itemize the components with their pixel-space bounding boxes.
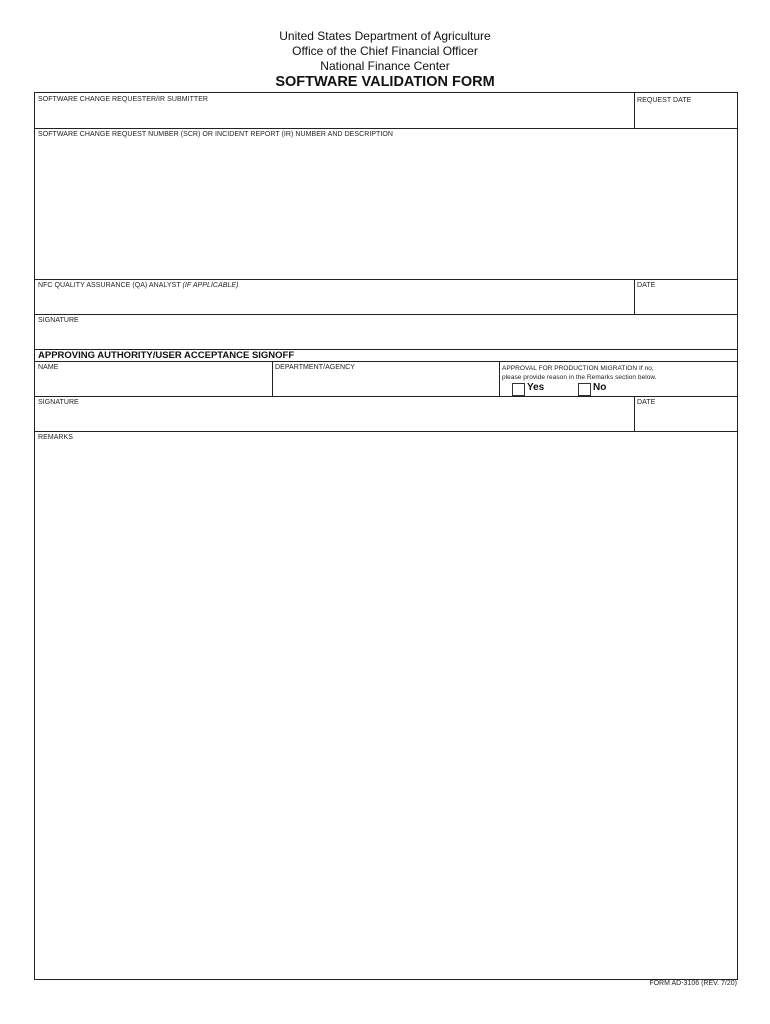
divider xyxy=(35,128,737,129)
form-number: FORM AD-3106 (REV. 7/20) xyxy=(649,980,737,987)
approval-section-title: APPROVING AUTHORITY/USER ACCEPTANCE SIGNOFF xyxy=(38,350,295,361)
migration-approval-line1: APPROVAL FOR PRODUCTION MIGRATION If no, xyxy=(502,365,654,372)
qa-signature-label: SIGNATURE xyxy=(38,317,79,324)
no-checkbox[interactable] xyxy=(578,383,591,396)
approver-name-label: NAME xyxy=(38,364,59,371)
divider xyxy=(634,396,635,431)
remarks-label: REMARKS xyxy=(38,434,73,441)
divider xyxy=(35,279,737,280)
divider xyxy=(634,93,635,128)
requester-label: SOFTWARE CHANGE REQUESTER/IR SUBMITTER xyxy=(38,96,209,103)
qa-analyst-note: (IF APPLICABLE) xyxy=(182,282,239,289)
yes-label: Yes xyxy=(527,382,545,393)
divider xyxy=(35,361,737,362)
yes-checkbox[interactable] xyxy=(512,383,525,396)
divider xyxy=(499,361,500,396)
no-label: No xyxy=(593,382,607,393)
approver-date-label: DATE xyxy=(637,399,656,406)
divider xyxy=(35,431,737,432)
scr-description-label: SOFTWARE CHANGE REQUEST NUMBER (SCR) OR INCIDENT REPORT (IR) NUMBER AND DESCRIPTION xyxy=(38,131,393,138)
qa-analyst-label xyxy=(38,281,239,290)
migration-approval-line2: please provide reason in the Remarks section below. xyxy=(502,374,657,381)
qa-date-label: DATE xyxy=(637,282,656,289)
divider xyxy=(634,279,635,314)
department-label: DEPARTMENT/AGENCY xyxy=(275,364,355,371)
migration-approval-label xyxy=(502,364,657,382)
center-name: National Finance Center xyxy=(320,59,450,73)
form-title: SOFTWARE VALIDATION FORM xyxy=(275,74,495,90)
divider xyxy=(35,314,737,315)
divider xyxy=(272,361,273,396)
office-name: Office of the Chief Financial Officer xyxy=(292,44,478,58)
divider xyxy=(35,396,737,397)
form-frame xyxy=(34,92,738,980)
approver-signature-label: SIGNATURE xyxy=(38,399,79,406)
request-date-label: REQUEST DATE xyxy=(637,97,692,104)
qa-analyst-text: NFC QUALITY ASSURANCE (QA) ANALYST xyxy=(38,282,181,289)
agency-name: United States Department of Agriculture xyxy=(279,29,491,43)
